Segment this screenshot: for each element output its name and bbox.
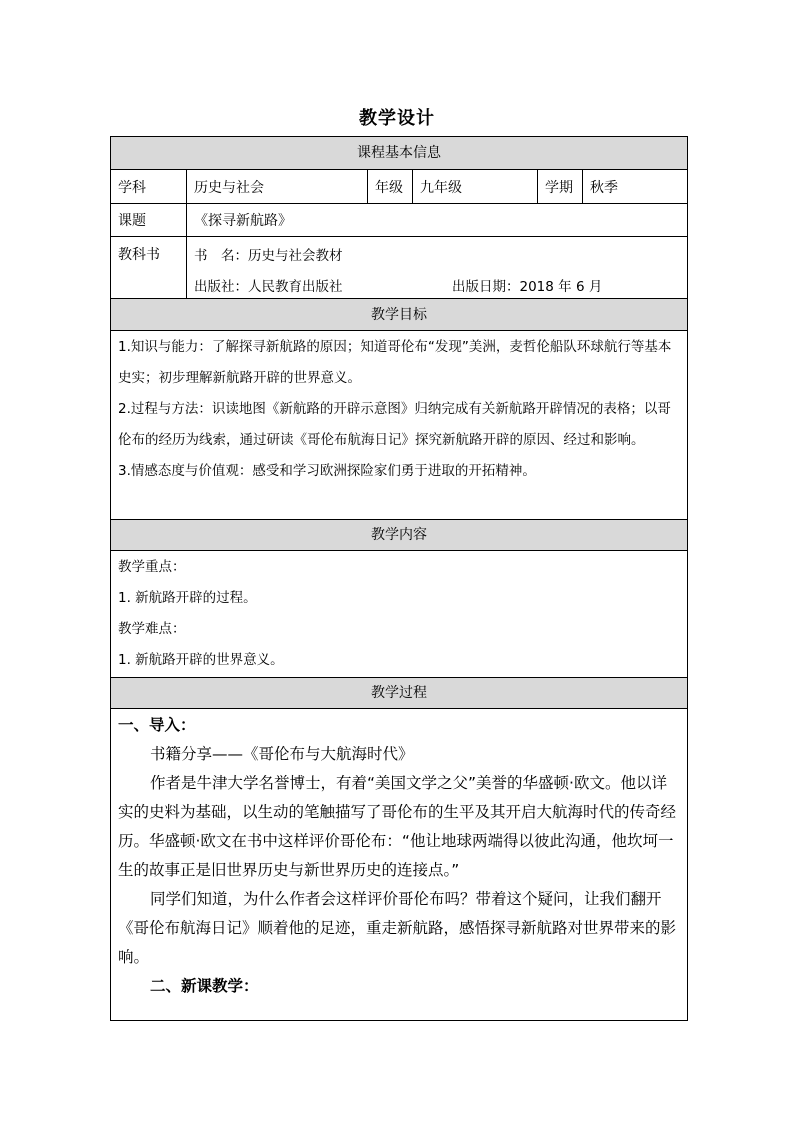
textbook-details <box>187 237 687 299</box>
key-point-item: 1. 新航路开辟的过程。 <box>118 590 257 606</box>
textbook-pub-date: 出版日期：2018 年 6 月 <box>452 279 603 295</box>
process-body <box>111 709 687 1001</box>
info-row-subject <box>111 170 687 204</box>
textbook-label: 教科书 <box>111 237 187 298</box>
textbook-name: 书 名：历史与社会教材 <box>194 248 343 264</box>
content-body <box>111 551 687 678</box>
page-title: 教学设计 <box>359 108 435 129</box>
term-label: 学期 <box>538 170 583 203</box>
term-value: 秋季 <box>590 179 618 196</box>
subject-value: 历史与社会 <box>187 170 368 203</box>
topic-value: 《探寻新航路》 <box>194 213 292 229</box>
intro-question-paragraph: 同学们知道，为什么作者会这样评价哥伦布吗？带着这个疑问，让我们翻开《哥伦布航海日记》顺着他的足迹，重走新航路，感悟探寻新航路对世界带来的影响。 <box>118 890 677 966</box>
info-row-textbook <box>111 237 687 299</box>
section-header-basic: 课程基本信息 <box>111 137 687 170</box>
goals-body <box>111 331 687 520</box>
book-share-line: 书籍分享——《哥伦布与大航海时代》 <box>150 745 414 763</box>
section-header-content: 教学内容 <box>111 520 687 551</box>
info-row-topic <box>111 204 687 237</box>
section-header-process: 教学过程 <box>111 678 687 709</box>
difficult-point-item: 1. 新航路开辟的世界意义。 <box>118 652 284 668</box>
intro-heading: 一、导入： <box>118 716 196 734</box>
grade-value: 九年级 <box>413 170 538 203</box>
topic-label: 课题 <box>111 204 187 236</box>
intro-paragraph: 作者是牛津大学名誉博士，有着“美国文学之父”美誉的华盛顿·欧文。他以详实的史料为基础，以生动的笔触描写了哥伦布的生平及其开启大航海时代的传奇经历。华盛顿·欧文在书中这样评价哥伦布：“他让地球两端得以彼此沟通，他坎坷一生的故事正是旧世界历史与新世界历史的连接点。” <box>118 774 677 879</box>
goal-item: 1.知识与能力：了解探寻新航路的原因；知道哥伦布“发现”美洲，麦哲伦船队环球航行等基本史实；初步理解新航路开辟的世界意义。 <box>118 339 672 386</box>
goal-item: 2.过程与方法：识读地图《新航路的开辟示意图》归纳完成有关新航路开辟情况的表格；以哥伦布的经历为线索，通过研读《哥伦布航海日记》探究新航路开辟的原因、经过和影响。 <box>118 401 671 448</box>
section-header-goals: 教学目标 <box>111 299 687 331</box>
lesson-plan-table <box>110 136 688 1021</box>
difficult-points-label: 教学难点： <box>118 621 186 637</box>
subject-label: 学科 <box>111 170 187 203</box>
grade-label: 年级 <box>368 170 413 203</box>
new-lesson-heading: 二、新课教学： <box>150 977 259 995</box>
textbook-publisher: 出版社：人民教育出版社 <box>194 279 343 295</box>
goal-item: 3.情感态度与价值观：感受和学习欧洲探险家们勇于进取的开拓精神。 <box>118 463 536 479</box>
key-points-label: 教学重点： <box>118 559 186 575</box>
